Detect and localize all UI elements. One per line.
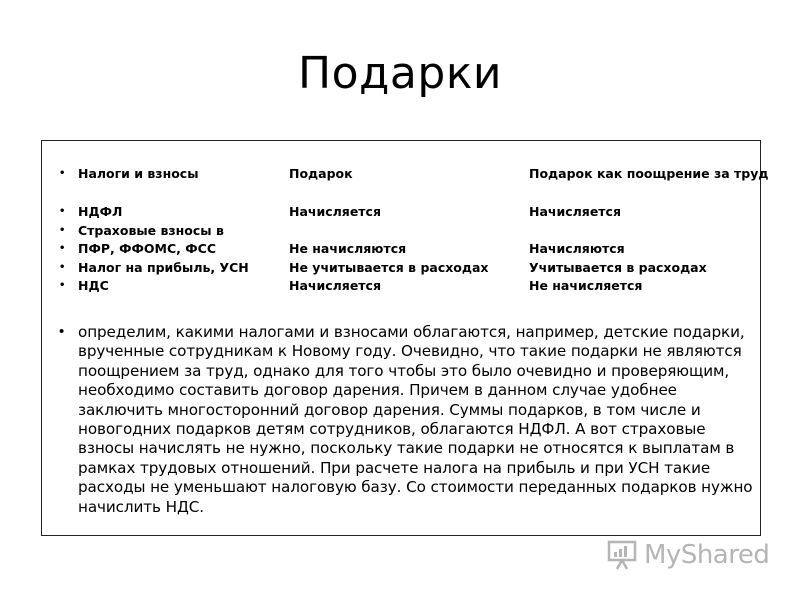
table-cell: Начисляются [529, 241, 625, 256]
table-row [42, 222, 762, 240]
table-cell: Налог на прибыль, УСН [78, 260, 249, 275]
watermark-logo [606, 540, 770, 570]
content-box [41, 140, 769, 536]
table-cell: НДФЛ [78, 204, 123, 219]
table-cell: Не учитывается в расходах [289, 260, 489, 275]
table-cell: Страховые взносы в [78, 223, 224, 238]
bullet: • [59, 168, 66, 179]
bullet: • [59, 243, 66, 254]
bullet: • [59, 206, 66, 217]
table-row [42, 277, 762, 295]
table-cell: Подарок [289, 166, 353, 181]
table-row [42, 259, 762, 277]
table-cell: Начисляется [529, 204, 621, 219]
table-cell: Учитывается в расходах [529, 260, 707, 275]
table-cell: Налоги и взносы [78, 166, 199, 181]
bullet: • [59, 225, 66, 236]
table-cell: ПФР, ФФОМС, ФСС [78, 241, 216, 256]
bullet: • [59, 323, 65, 340]
table-row [42, 165, 769, 183]
presentation-board-icon [606, 540, 640, 570]
table-cell: НДС [78, 278, 109, 293]
table-cell: Не начисляется [529, 278, 643, 293]
table-cell: Начисляется [289, 278, 381, 293]
table-cell: Не начисляются [289, 241, 407, 256]
table-row [42, 203, 762, 221]
table-cell: Подарок как поощрение за труд [529, 166, 769, 181]
watermark-text: MyShared [644, 540, 770, 570]
slide-title: Подарки [298, 48, 502, 99]
bullet: • [59, 262, 66, 273]
table-row [42, 240, 762, 258]
bullet: • [59, 280, 66, 291]
body-paragraph: определим, какими налогами и взносами облагаются, например, детские подарки, врученные сотрудникам к Новому году. Очевидно, что такие подарки не являются поощрением за труд, однако для того чтобы это было очевидно и проверяющим, необходимо составить договор дарения. Причем в данном случае удобнее заключить многосторонний договор дарения. Суммы подарков, в том числе и новогодних подарков детям сотрудников, облагаются НДФЛ. А вот страховые взносы начислять не нужно, поскольку такие подарки не относятся к выплатам в рамках трудовых отношений. При расчете налога на прибыль и при УСН такие расходы не уменьшают налоговую базу. Со стоимости переданных подарков нужно начислить НДС. [78, 323, 753, 516]
table-cell: Начисляется [289, 204, 381, 219]
